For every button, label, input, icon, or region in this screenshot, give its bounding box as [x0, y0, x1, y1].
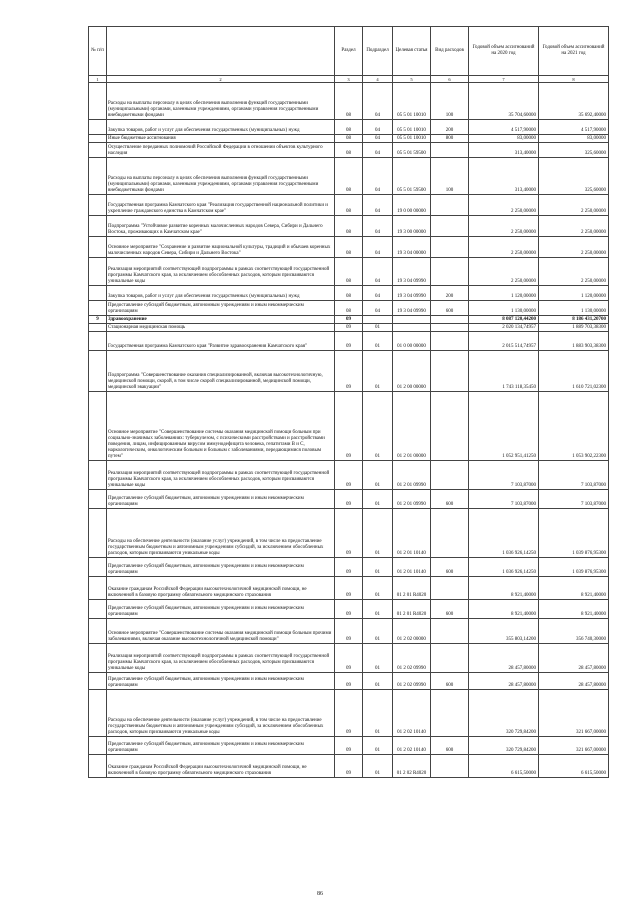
row-vid-cell	[431, 461, 469, 490]
row-podrazdel-cell: 01	[363, 619, 393, 644]
row-name-cell: Закупка товаров, работ и услуг для обеспечения государственных (муниципальных) нужд	[107, 286, 335, 301]
header-name	[107, 27, 335, 76]
row-name-cell: Предоставление субсидий бюджетным, автономным учреждениям и иным некоммерческим организациям	[107, 673, 335, 690]
row-2020-cell: 1 052 951,41250	[469, 392, 539, 461]
row-razdel-cell: 09	[335, 755, 363, 778]
column-number: 3	[335, 76, 363, 83]
row-2021-cell: 1 610 721,02300	[539, 351, 609, 392]
row-vid-cell	[431, 237, 469, 258]
row-number-cell	[89, 490, 107, 509]
row-2020-cell: 2 250,00000	[469, 258, 539, 286]
row-name-cell: Закупка товаров, работ и услуг для обеспечения государственных (муниципальных) нужд	[107, 120, 335, 135]
table-row	[89, 258, 609, 286]
row-celevaya-cell: 01 2 02 09990	[393, 673, 431, 690]
row-name-cell: Подпрограмма "Устойчивое развитие коренных малочисленных народов Севера, Сибири и Дальнего Востока, проживающих в Камчатском крае"	[107, 216, 335, 237]
row-podrazdel-cell: 01	[363, 351, 393, 392]
row-name-cell: Реализация мероприятий соответствующей подпрограммы в рамках соответствующей государственной программы Камчатского края, за исключением обособленных расходов, которым присваиваются уникальные коды	[107, 644, 335, 673]
row-2020-cell: 7 103,87000	[469, 490, 539, 509]
row-name-cell: Реализация мероприятий соответствующей подпрограммы в рамках соответствующей государственной программы Камчатского края, за исключением обособленных расходов, которым присваиваются уникальные коды	[107, 258, 335, 286]
row-razdel-cell: 09	[335, 324, 363, 332]
row-name-cell: Оказание гражданам Российской Федерации высокотехнологичной медицинской помощи, не включенной в базовую программу обязательного медицинского страхования	[107, 755, 335, 778]
row-razdel-cell: 09	[335, 316, 363, 324]
row-2021-cell: 1 039 876,95300	[539, 558, 609, 577]
row-vid-cell	[431, 755, 469, 778]
table-row	[89, 143, 609, 158]
row-vid-cell	[431, 619, 469, 644]
row-vid-cell	[431, 577, 469, 600]
row-razdel-cell: 08	[335, 301, 363, 316]
row-razdel-cell: 08	[335, 158, 363, 195]
row-2020-cell: 8 921,40000	[469, 600, 539, 619]
header-year-2021: Годовой объем ассигнований на 2021 год	[539, 27, 609, 76]
row-name-cell: Расходы на обеспечение деятельности (оказание услуг) учреждений, в том числе на предоставление государственным бюджетным и автономным учреждениям субсидий, за исключением обособленных расходов, которым присваиваются уникальные коды	[107, 690, 335, 737]
row-number-cell	[89, 143, 107, 158]
row-number-cell	[89, 332, 107, 351]
table-row	[89, 690, 609, 737]
table-row	[89, 577, 609, 600]
row-number-cell	[89, 690, 107, 737]
row-2020-cell: 8 087 120,44200	[469, 316, 539, 324]
row-celevaya-cell: 19 3 04 00000	[393, 237, 431, 258]
row-celevaya-cell: 19 3 04 09990	[393, 258, 431, 286]
row-name-cell: Иные бюджетные ассигнования	[107, 135, 335, 143]
row-podrazdel-cell: 01	[363, 577, 393, 600]
row-2020-cell: 1 743 118,35450	[469, 351, 539, 392]
row-razdel-cell: 08	[335, 143, 363, 158]
row-celevaya-cell: 01 0 00 00000	[393, 332, 431, 351]
row-2020-cell: 6 615,50000	[469, 755, 539, 778]
row-vid-cell: 200	[431, 286, 469, 301]
row-2021-cell: 8 186 431,20700	[539, 316, 609, 324]
column-number: 5	[393, 76, 431, 83]
row-razdel-cell: 08	[335, 216, 363, 237]
row-2020-cell: 1 036 926,14250	[469, 558, 539, 577]
row-number-cell	[89, 509, 107, 558]
row-name-cell: Государственная программа Камчатского края "Развитие здравоохранения Камчатского края"	[107, 332, 335, 351]
row-podrazdel-cell: 01	[363, 644, 393, 673]
row-number-cell	[89, 755, 107, 778]
row-podrazdel-cell: 01	[363, 737, 393, 755]
column-number: 4	[363, 76, 393, 83]
row-2021-cell: 8 921,40000	[539, 600, 609, 619]
row-name-cell: Стационарная медицинская помощь	[107, 324, 335, 332]
column-number-row	[89, 76, 609, 83]
table-row	[89, 316, 609, 324]
row-celevaya-cell: 01 2 01 R4020	[393, 577, 431, 600]
row-number-cell	[89, 158, 107, 195]
row-podrazdel-cell: 04	[363, 258, 393, 286]
header-num: № п/п	[89, 27, 107, 76]
row-number-cell	[89, 258, 107, 286]
row-celevaya-cell: 01 2 01 00000	[393, 392, 431, 461]
row-number-cell	[89, 461, 107, 490]
row-2020-cell: 7 103,87000	[469, 461, 539, 490]
row-razdel-cell: 09	[335, 558, 363, 577]
row-2020-cell: 2 250,00000	[469, 195, 539, 216]
row-podrazdel-cell: 01	[363, 690, 393, 737]
row-2021-cell: 1 889 703,38300	[539, 324, 609, 332]
page-number: 86	[317, 891, 323, 897]
row-name-cell: Основное мероприятие "Совершенствование системы оказания медицинской помощи больным прочими заболеваниями, включая оказание высокотехнологичной медицинской помощи"	[107, 619, 335, 644]
row-number-cell: 9	[89, 316, 107, 324]
table-row	[89, 351, 609, 392]
row-razdel-cell: 09	[335, 577, 363, 600]
row-celevaya-cell: 01 2 02 00000	[393, 619, 431, 644]
table-row	[89, 619, 609, 644]
row-number-cell	[89, 558, 107, 577]
row-vid-cell: 200	[431, 120, 469, 135]
table-row	[89, 286, 609, 301]
row-2021-cell: 28 457,80000	[539, 644, 609, 673]
row-name-cell: Здравоохранение	[107, 316, 335, 324]
row-2020-cell: 1 120,00000	[469, 286, 539, 301]
row-2021-cell: 321 667,00000	[539, 737, 609, 755]
row-podrazdel-cell: 01	[363, 509, 393, 558]
table-header-row	[89, 27, 609, 76]
table-row	[89, 644, 609, 673]
row-2020-cell: 2 020 134,74957	[469, 324, 539, 332]
row-podrazdel-cell: 01	[363, 673, 393, 690]
header-vid-rashodov: Вид расходов	[431, 27, 469, 76]
row-podrazdel-cell: 01	[363, 490, 393, 509]
table-row	[89, 120, 609, 135]
row-name-cell: Предоставление субсидий бюджетным, автономным учреждениям и иным некоммерческим организациям	[107, 558, 335, 577]
row-name-cell: Расходы на выплаты персоналу в целях обеспечения выполнения функций государственными (муниципальными) органами, казенными учреждениями, органами управления государственными внебюджетными фондами	[107, 83, 335, 120]
row-2021-cell: 4 517,90000	[539, 120, 609, 135]
row-celevaya-cell: 19 0 00 00000	[393, 195, 431, 216]
row-name-cell: Предоставление субсидий бюджетным, автономным учреждениям и иным некоммерческим организациям	[107, 600, 335, 619]
row-celevaya-cell: 01 2 01 09990	[393, 461, 431, 490]
row-2020-cell: 2 015 514,74957	[469, 332, 539, 351]
row-vid-cell	[431, 644, 469, 673]
row-number-cell	[89, 392, 107, 461]
table-row	[89, 324, 609, 332]
column-number: 1	[89, 76, 107, 83]
row-name-cell: Осуществление переданных полномочий Российской Федерации в отношении объектов культурного наследия	[107, 143, 335, 158]
table-body	[89, 83, 609, 778]
table-row	[89, 600, 609, 619]
table-row	[89, 158, 609, 195]
row-razdel-cell: 09	[335, 600, 363, 619]
row-celevaya-cell: 19 3 04 09990	[393, 286, 431, 301]
row-razdel-cell: 09	[335, 490, 363, 509]
row-number-cell	[89, 351, 107, 392]
row-podrazdel-cell: 01	[363, 324, 393, 332]
row-podrazdel-cell: 01	[363, 558, 393, 577]
row-2020-cell: 35 704,60000	[469, 83, 539, 120]
table-row	[89, 755, 609, 778]
column-number: 8	[539, 76, 609, 83]
row-vid-cell	[431, 392, 469, 461]
row-2021-cell: 1 883 903,38300	[539, 332, 609, 351]
row-name-cell: Предоставление субсидий бюджетным, автономным учреждениям и иным некоммерческим организациям	[107, 737, 335, 755]
row-vid-cell: 600	[431, 600, 469, 619]
row-celevaya-cell: 01 2 02 09990	[393, 644, 431, 673]
row-2020-cell: 355 803,14200	[469, 619, 539, 644]
row-2021-cell: 1 039 876,95300	[539, 509, 609, 558]
row-vid-cell: 100	[431, 83, 469, 120]
row-name-cell: Расходы на выплаты персоналу в целях обеспечения выполнения функций государственными (муниципальными) органами, казенными учреждениями, органами управления государственными внебюджетными фондами	[107, 158, 335, 195]
row-name-cell: Основное мероприятие "Совершенствование системы оказания медицинской помощи больным при социально-значимых заболеваниях: туберкулезом, с психическими расстройствами и расстройствами поведения, лицам, инфицированным вирусом иммунодефицита человека, гепатитами В и С, наркологическим, онкологическим больным и больным с заболеваниями, передающимися половым путем"	[107, 392, 335, 461]
row-razdel-cell: 09	[335, 673, 363, 690]
row-razdel-cell: 09	[335, 509, 363, 558]
row-vid-cell	[431, 258, 469, 286]
row-number-cell	[89, 120, 107, 135]
row-razdel-cell: 09	[335, 644, 363, 673]
row-celevaya-cell: 01 2 01 10140	[393, 509, 431, 558]
row-number-cell	[89, 195, 107, 216]
row-2021-cell: 6 615,50000	[539, 755, 609, 778]
row-podrazdel-cell: 01	[363, 600, 393, 619]
row-2020-cell: 320 729,84200	[469, 737, 539, 755]
header-razdel: Раздел	[335, 27, 363, 76]
row-celevaya-cell: 05 5 01 59500	[393, 143, 431, 158]
row-razdel-cell: 08	[335, 286, 363, 301]
row-podrazdel-cell: 04	[363, 158, 393, 195]
row-2020-cell: 1 130,00000	[469, 301, 539, 316]
row-2021-cell: 1 130,00000	[539, 301, 609, 316]
row-razdel-cell: 08	[335, 120, 363, 135]
header-celevaya-statya: Целевая статья	[393, 27, 431, 76]
table-row	[89, 392, 609, 461]
row-vid-cell: 600	[431, 490, 469, 509]
row-podrazdel-cell: 04	[363, 120, 393, 135]
row-celevaya-cell: 01 2 02 R4020	[393, 755, 431, 778]
row-razdel-cell: 09	[335, 351, 363, 392]
row-2020-cell: 313,40000	[469, 143, 539, 158]
row-2021-cell: 321 667,00000	[539, 690, 609, 737]
row-celevaya-cell: 01 2 02 10140	[393, 690, 431, 737]
row-razdel-cell: 09	[335, 392, 363, 461]
row-razdel-cell: 09	[335, 332, 363, 351]
row-celevaya-cell: 19 3 00 00000	[393, 216, 431, 237]
row-razdel-cell: 08	[335, 237, 363, 258]
row-2021-cell: 83,00000	[539, 135, 609, 143]
table-row	[89, 673, 609, 690]
row-name-cell: Расходы на обеспечение деятельности (оказание услуг) учреждений, в том числе на предоставление государственным бюджетным и автономным учреждениям субсидий, за исключением обособленных расходов, которым присваиваются уникальные коды	[107, 509, 335, 558]
row-2021-cell: 1 053 902,22300	[539, 392, 609, 461]
row-podrazdel-cell: 01	[363, 332, 393, 351]
row-name-cell: Оказание гражданам Российской Федерации высокотехнологичной медицинской помощи, не включенной в базовую программу обязательного медицинского страхования	[107, 577, 335, 600]
row-2021-cell: 7 103,87000	[539, 490, 609, 509]
row-podrazdel-cell: 04	[363, 237, 393, 258]
row-vid-cell	[431, 324, 469, 332]
row-name-cell: Подпрограмма "Совершенствование оказания специализированной, включая высокотехнологичную, медицинской помощи, скорой, в том числе скорой специализированной, медицинской помощи, медицинской эвакуации"	[107, 351, 335, 392]
table-row	[89, 216, 609, 237]
row-2020-cell: 2 250,00000	[469, 237, 539, 258]
row-celevaya-cell: 01 2 01 09990	[393, 490, 431, 509]
row-podrazdel-cell: 04	[363, 286, 393, 301]
row-2020-cell: 2 250,00000	[469, 216, 539, 237]
row-name-cell: Предоставление субсидий бюджетным, автономным учреждениям и иным некоммерческим организациям	[107, 490, 335, 509]
row-number-cell	[89, 737, 107, 755]
row-2020-cell: 4 517,90000	[469, 120, 539, 135]
table-row	[89, 737, 609, 755]
row-number-cell	[89, 135, 107, 143]
row-celevaya-cell	[393, 316, 431, 324]
row-vid-cell	[431, 351, 469, 392]
row-podrazdel-cell: 04	[363, 83, 393, 120]
row-celevaya-cell	[393, 324, 431, 332]
row-celevaya-cell: 01 2 01 R4020	[393, 600, 431, 619]
row-razdel-cell: 09	[335, 737, 363, 755]
row-number-cell	[89, 577, 107, 600]
row-vid-cell	[431, 143, 469, 158]
row-razdel-cell: 09	[335, 461, 363, 490]
budget-table	[88, 26, 609, 778]
row-vid-cell: 100	[431, 158, 469, 195]
row-number-cell	[89, 286, 107, 301]
row-podrazdel-cell: 04	[363, 143, 393, 158]
row-2021-cell: 325,60000	[539, 158, 609, 195]
row-podrazdel-cell: 04	[363, 216, 393, 237]
row-razdel-cell: 09	[335, 619, 363, 644]
row-2021-cell: 325,60000	[539, 143, 609, 158]
budget-table-sheet	[88, 26, 608, 778]
row-2020-cell: 320 729,84200	[469, 690, 539, 737]
row-number-cell	[89, 83, 107, 120]
row-vid-cell: 600	[431, 558, 469, 577]
row-vid-cell	[431, 195, 469, 216]
row-celevaya-cell: 19 3 04 09990	[393, 301, 431, 316]
row-2021-cell: 356 740,30000	[539, 619, 609, 644]
row-name-cell: Основное мероприятие "Сохранение и развитие национальной культуры, традиций и обычаев коренных малочисленных народов Севера, Сибири и Дальнего Востока"	[107, 237, 335, 258]
row-number-cell	[89, 324, 107, 332]
row-2021-cell: 2 250,00000	[539, 216, 609, 237]
row-vid-cell: 600	[431, 301, 469, 316]
table-row	[89, 135, 609, 143]
row-razdel-cell: 08	[335, 83, 363, 120]
row-podrazdel-cell: 04	[363, 195, 393, 216]
row-podrazdel-cell: 04	[363, 301, 393, 316]
row-2021-cell: 2 250,00000	[539, 237, 609, 258]
row-2020-cell: 28 457,80000	[469, 644, 539, 673]
row-vid-cell	[431, 509, 469, 558]
row-number-cell	[89, 301, 107, 316]
row-2021-cell: 1 120,00000	[539, 286, 609, 301]
row-2020-cell: 28 457,80000	[469, 673, 539, 690]
row-celevaya-cell: 01 2 01 10140	[393, 558, 431, 577]
row-2021-cell: 2 250,00000	[539, 258, 609, 286]
row-razdel-cell: 09	[335, 690, 363, 737]
row-podrazdel-cell: 04	[363, 135, 393, 143]
header-podrazdel: Подраздел	[363, 27, 393, 76]
row-celevaya-cell: 05 5 01 59500	[393, 158, 431, 195]
column-number: 7	[469, 76, 539, 83]
row-vid-cell: 800	[431, 135, 469, 143]
column-number: 6	[431, 76, 469, 83]
row-podrazdel-cell	[363, 316, 393, 324]
row-number-cell	[89, 644, 107, 673]
row-2021-cell: 28 457,80000	[539, 673, 609, 690]
row-vid-cell: 600	[431, 737, 469, 755]
column-number: 2	[107, 76, 335, 83]
table-row	[89, 195, 609, 216]
row-2020-cell: 313,40000	[469, 158, 539, 195]
row-number-cell	[89, 600, 107, 619]
table-row	[89, 237, 609, 258]
row-number-cell	[89, 216, 107, 237]
table-row	[89, 301, 609, 316]
row-razdel-cell: 08	[335, 135, 363, 143]
row-name-cell: Предоставление субсидий бюджетным, автономным учреждениям и иным некоммерческим организациям	[107, 301, 335, 316]
row-vid-cell	[431, 332, 469, 351]
row-number-cell	[89, 673, 107, 690]
header-year-2020: Годовой объем ассигнований на 2020 год	[469, 27, 539, 76]
row-podrazdel-cell: 01	[363, 461, 393, 490]
row-razdel-cell: 08	[335, 258, 363, 286]
row-2021-cell: 35 692,40000	[539, 83, 609, 120]
table-row	[89, 558, 609, 577]
table-row	[89, 461, 609, 490]
row-celevaya-cell: 01 2 02 10140	[393, 737, 431, 755]
row-vid-cell	[431, 216, 469, 237]
row-celevaya-cell: 05 5 01 10010	[393, 83, 431, 120]
table-row	[89, 332, 609, 351]
row-name-cell: Государственная программа Камчатского края "Реализация государственной национальной политики и укрепление гражданского единства в Камчатском крае"	[107, 195, 335, 216]
row-2020-cell: 1 036 926,14250	[469, 509, 539, 558]
row-2020-cell: 83,00000	[469, 135, 539, 143]
table-row	[89, 509, 609, 558]
row-podrazdel-cell: 01	[363, 392, 393, 461]
row-razdel-cell: 08	[335, 195, 363, 216]
table-row	[89, 490, 609, 509]
row-vid-cell: 600	[431, 673, 469, 690]
row-name-cell: Реализация мероприятий соответствующей подпрограммы в рамках соответствующей государственной программы Камчатского края, за исключением обособленных расходов, которым присваиваются уникальные коды	[107, 461, 335, 490]
row-2021-cell: 2 250,00000	[539, 195, 609, 216]
table-row	[89, 83, 609, 120]
row-vid-cell	[431, 316, 469, 324]
row-vid-cell	[431, 690, 469, 737]
row-celevaya-cell: 01 2 00 00000	[393, 351, 431, 392]
row-podrazdel-cell: 01	[363, 755, 393, 778]
row-2021-cell: 8 921,40000	[539, 577, 609, 600]
row-number-cell	[89, 237, 107, 258]
row-2020-cell: 8 921,40000	[469, 577, 539, 600]
row-celevaya-cell: 05 5 01 10010	[393, 135, 431, 143]
row-celevaya-cell: 05 5 01 10010	[393, 120, 431, 135]
row-number-cell	[89, 619, 107, 644]
row-2021-cell: 7 103,87000	[539, 461, 609, 490]
